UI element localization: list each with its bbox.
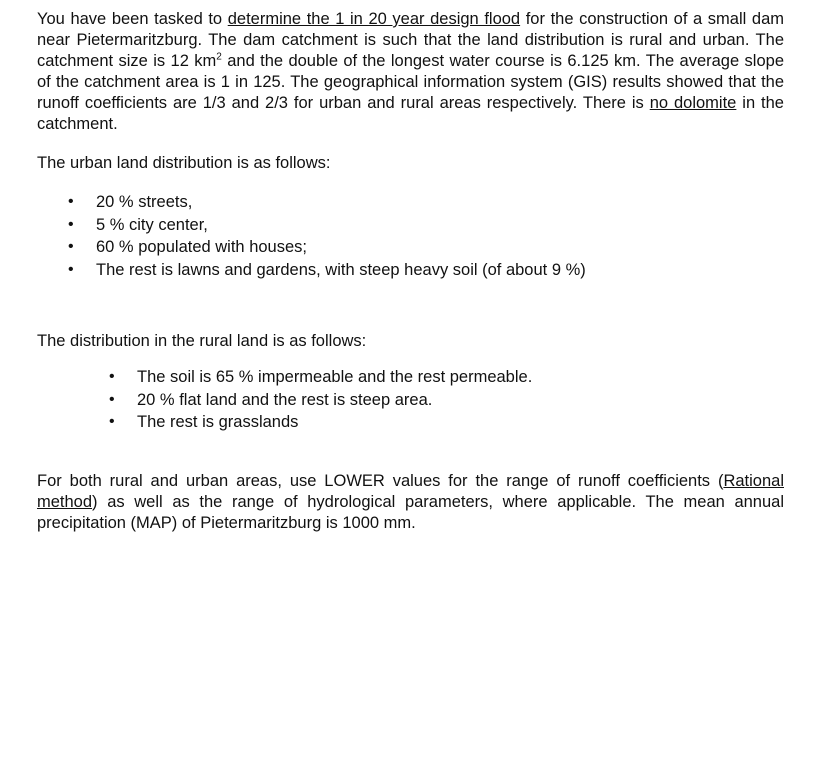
list-item-text: 20 % flat land and the rest is steep area. <box>137 390 433 409</box>
bullet-icon: • <box>68 260 74 278</box>
closing-paragraph <box>37 471 784 534</box>
bullet-icon: • <box>68 238 74 255</box>
bullet-icon: • <box>68 215 74 233</box>
bullet-icon: • <box>109 413 115 430</box>
bullet-icon: • <box>68 193 74 210</box>
intro-text-1: You have been tasked to <box>37 10 228 28</box>
list-item-text: 5 % city center, <box>96 215 208 234</box>
intro-paragraph <box>37 9 784 135</box>
closing-text-1: For both rural and urban areas, use LOWER values for the range of runoff coefficients ( <box>37 471 724 490</box>
rational-method-underlined-text: Rational method <box>37 471 784 511</box>
km-squared-superscript: 2 <box>216 51 222 63</box>
intro-text-2: for the construction of a small dam near Pietermaritzburg. The dam catchment is such that the land distribution is rural and urban. The catchment size is 12 km <box>37 10 785 70</box>
list-item-text: The rest is grasslands <box>137 413 299 431</box>
list-item <box>109 366 784 389</box>
list-item <box>68 191 784 214</box>
list-item <box>109 389 784 412</box>
intro-text-3: and the double of the longest water course is 6.125 km. The average slope of the catchment area is 1 in 125. The geographical information system (GIS) results showed that the runoff coefficients are 1/3 and 2/3 for urban and rural areas respectively. There is <box>37 52 784 112</box>
bullet-icon: • <box>109 368 115 385</box>
list-item-text: 20 % streets, <box>96 193 193 211</box>
intro-text-4: in the catchment. <box>37 94 784 133</box>
list-item <box>68 236 784 259</box>
list-item <box>68 259 784 282</box>
list-item <box>68 214 784 237</box>
list-item <box>109 411 784 434</box>
rural-heading: The distribution in the rural land is as follows: <box>37 332 367 350</box>
design-flood-underlined-text: determine the 1 in 20 year design flood <box>227 10 521 28</box>
urban-heading: The urban land distribution is as follows: <box>37 154 331 172</box>
list-item-text: The rest is lawns and gardens, with steep heavy soil (of about 9 %) <box>96 260 586 279</box>
list-item-text: The soil is 65 % impermeable and the rest permeable. <box>137 368 533 386</box>
document-page <box>37 9 784 534</box>
urban-distribution-list <box>37 191 784 281</box>
closing-text-2: ) as well as the range of hydrological parameters, where applicable. The mean annual precipitation (MAP) of Pietermaritzburg is 1000 mm. <box>37 492 784 532</box>
no-dolomite-underlined-text: no dolomite <box>649 94 737 112</box>
bullet-icon: • <box>109 390 115 408</box>
rural-distribution-list <box>37 366 784 434</box>
list-item-text: 60 % populated with houses; <box>96 238 307 256</box>
